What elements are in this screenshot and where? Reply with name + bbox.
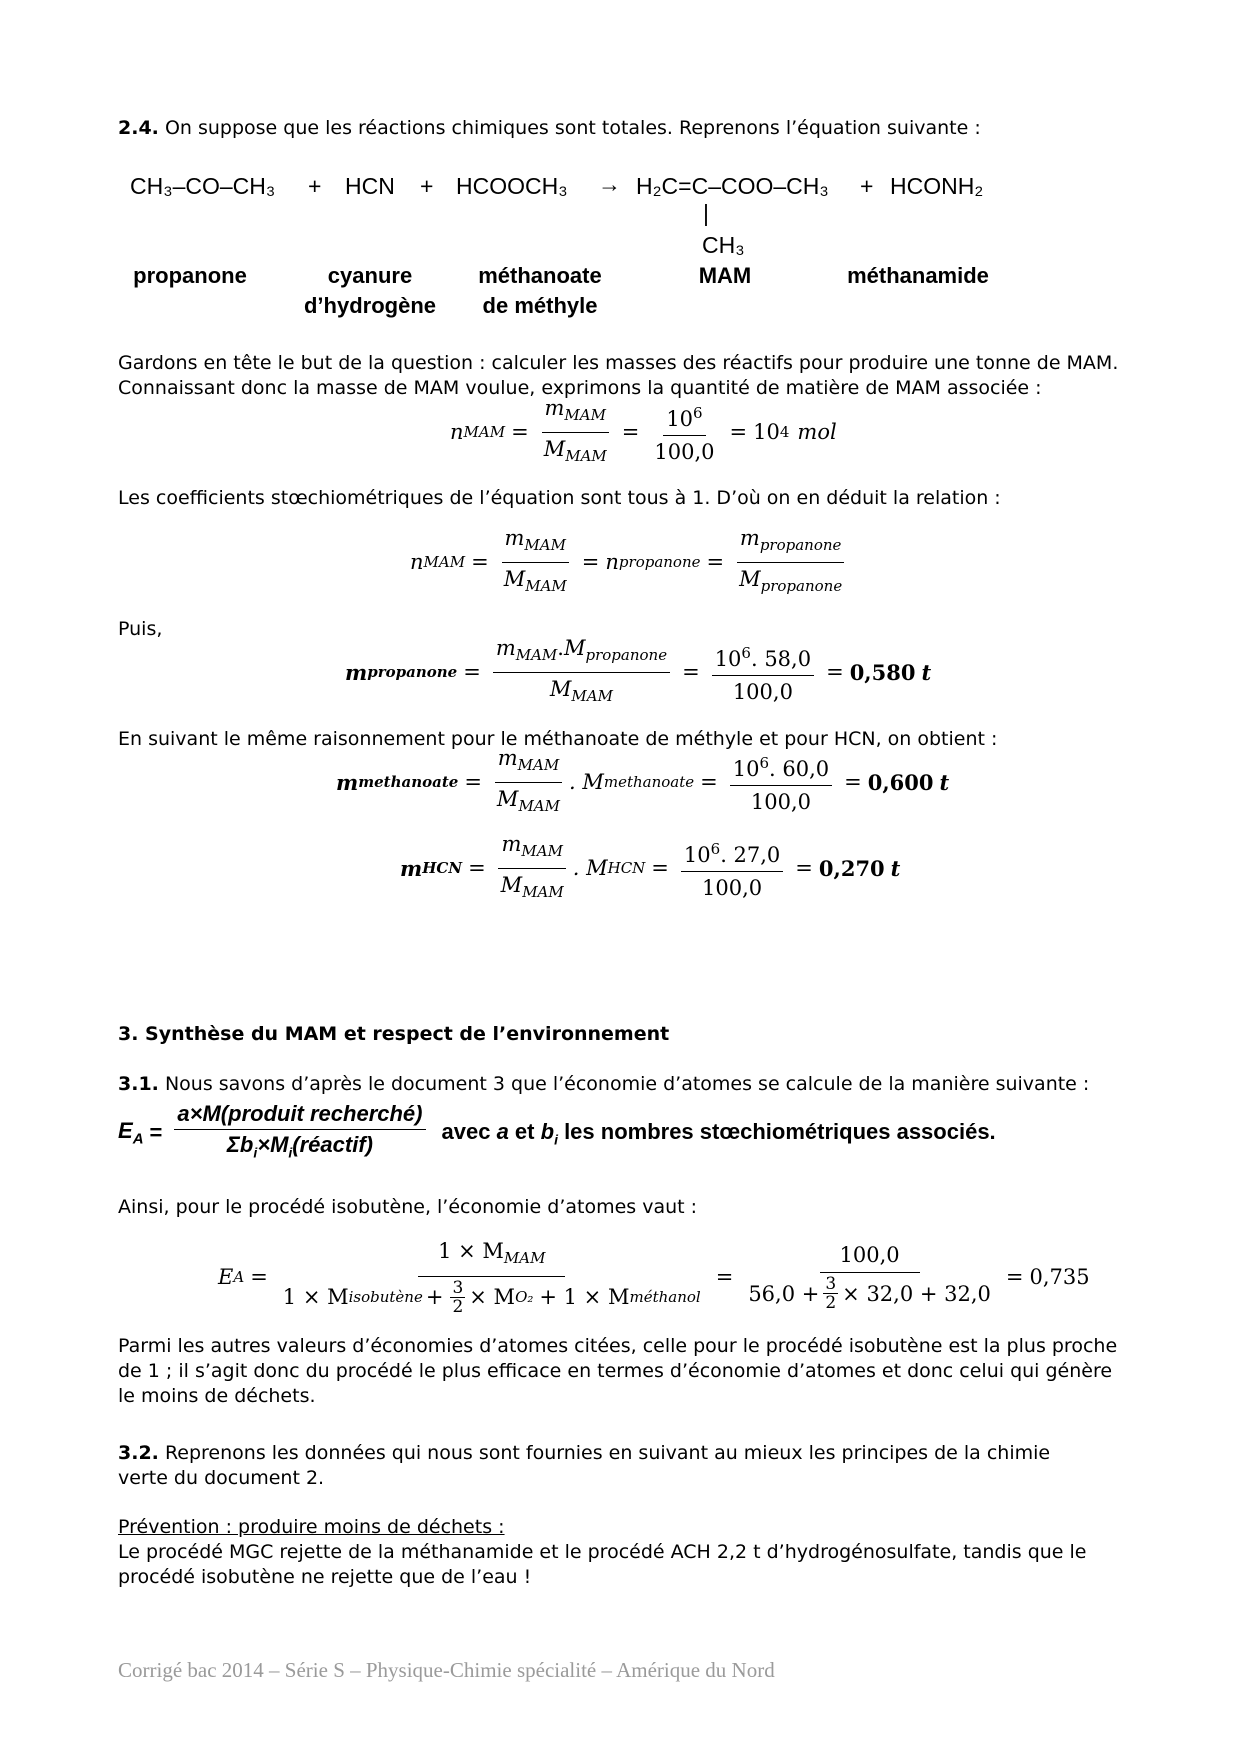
- question-3-1: [118, 1072, 1089, 1097]
- paragraph: procédé isobutène ne rejette que de l’eau !: [118, 1566, 532, 1588]
- paragraph: Gardons en tête le but de la question : calculer les masses des réactifs pour produire une tonne de MAM.: [118, 352, 1119, 374]
- section-title: 3. Synthèse du MAM et respect de l’environnement: [118, 1023, 670, 1045]
- formula-m-methanoate: m methanoate = $\frac{m_{MAM}}{M_{MAM}}$ . M methanoate = $\frac{10^6. 60,0}{100,0}$ = 0,600 t: [336, 746, 950, 815]
- paragraph: de 1 ; il s’agit donc du procédé le plus efficace en termes d’économie d’atomes et donc celui qui génère: [118, 1360, 1113, 1382]
- paragraph: Puis,: [118, 618, 163, 640]
- reactant-hcn: HCN: [345, 173, 395, 199]
- reactant-propanone: CH₃–CO–CH₃: [130, 173, 276, 199]
- plus-sign: +: [420, 173, 434, 199]
- plus-sign: +: [308, 173, 322, 199]
- branch-bond: |: [703, 200, 709, 226]
- question-number: 2.4.: [118, 117, 159, 139]
- subheading-prevention: Prévention : produire moins de déchets :: [118, 1516, 505, 1538]
- product-methanamide: HCONH₂: [890, 173, 984, 199]
- paragraph: Connaissant donc la masse de MAM voulue, exprimons la quantité de matière de MAM associée :: [118, 377, 1042, 399]
- formula-m-hcn: m HCN = $\frac{m_{MAM}}{M_{MAM}}$ . M HCN = $\frac{10^6. 27,0}{100,0}$ = 0,270 t: [400, 832, 901, 901]
- paragraph: Parmi les autres valeurs d’économies d’atomes citées, celle pour le procédé isobutène est la plus proche: [118, 1335, 1118, 1357]
- question-text: On suppose que les réactions chimiques sont totales. Reprenons l’équation suivante :: [164, 117, 981, 139]
- formula-n-mam: n MAM = $\frac{m_{MAM}}{M_{MAM}}$ = $\frac{10^6}{100,0}$ = 10 4 mol: [450, 396, 837, 465]
- paragraph: En suivant le même raisonnement pour le méthanoate de méthyle et pour HCN, on obtient :: [118, 728, 998, 750]
- question-text: Nous savons d’après le document 3 que l’économie d’atomes se calcule de la manière suivante :: [164, 1073, 1090, 1095]
- paragraph: Les coefficients stœchiométriques de l’équation sont tous à 1. D’où on en déduit la relation :: [118, 487, 1001, 509]
- label-methyl-methanoate: méthanoate de méthyle: [478, 263, 602, 318]
- paragraph: le moins de déchets.: [118, 1385, 316, 1407]
- formula-relation: n MAM = $\frac{m_{MAM}}{M_{MAM}}$ = n propanone = $\frac{m_{propanone}}{M_{propanone}}$: [410, 532, 851, 592]
- question-2-4: [118, 116, 981, 141]
- formula-m-propanone: m propanone = $\frac{m_{MAM}.M_{propanone}}{M_{MAM}}$ = $\frac{10^6. 58,0}{100,0}$ = 0,580 t: [345, 636, 932, 705]
- paragraph: Le procédé MGC rejette de la méthanamide et le procédé ACH 2,2 t d’hydrogénosulfate, tandis que le: [118, 1541, 1087, 1563]
- question-3-2: [118, 1441, 1050, 1466]
- paragraph: verte du document 2.: [118, 1467, 325, 1489]
- label-propanone: propanone: [133, 263, 247, 288]
- product-mam: H₂C=C–COO–CH₃: [636, 173, 829, 199]
- plus-sign: +: [860, 173, 874, 199]
- methyl-branch: CH₃: [702, 232, 745, 258]
- label-hcn: cyanure d’hydrogène: [303, 263, 436, 318]
- reaction-arrow: →: [598, 171, 621, 197]
- question-number: 3.2.: [118, 1442, 159, 1464]
- question-number: 3.1.: [118, 1073, 159, 1095]
- label-methanamide: méthanamide: [847, 263, 989, 288]
- atom-economy-definition: $E_A$ = $\frac{\text{a×M(produit recherché)}}{\Sigma b_i\times M_i(réactif)}$ avec a et $b_i$ les nombres stœchiométriques associés.: [118, 1100, 996, 1161]
- formula-atom-economy-isobutene: E A = $1 \times M_{MAM}$ 1 × M isobutène + $\frac{3}{2}$ × M O₂ + 1 × M méthanol = 100,0 56,0 + $\frac{3}{2}$ × 32,0 + 32,0 = 0,735: [218, 1239, 1090, 1317]
- question-text: Reprenons les données qui nous sont fournies en suivant au mieux les principes de la chimie: [164, 1442, 1051, 1464]
- label-mam: MAM: [698, 263, 752, 288]
- page-footer: Corrigé bac 2014 – Série S – Physique-Chimie spécialité – Amérique du Nord: [118, 1658, 775, 1682]
- paragraph: Ainsi, pour le procédé isobutène, l’économie d’atomes vaut :: [118, 1196, 698, 1218]
- reactant-methyl-methanoate: HCOOCH₃: [456, 173, 568, 199]
